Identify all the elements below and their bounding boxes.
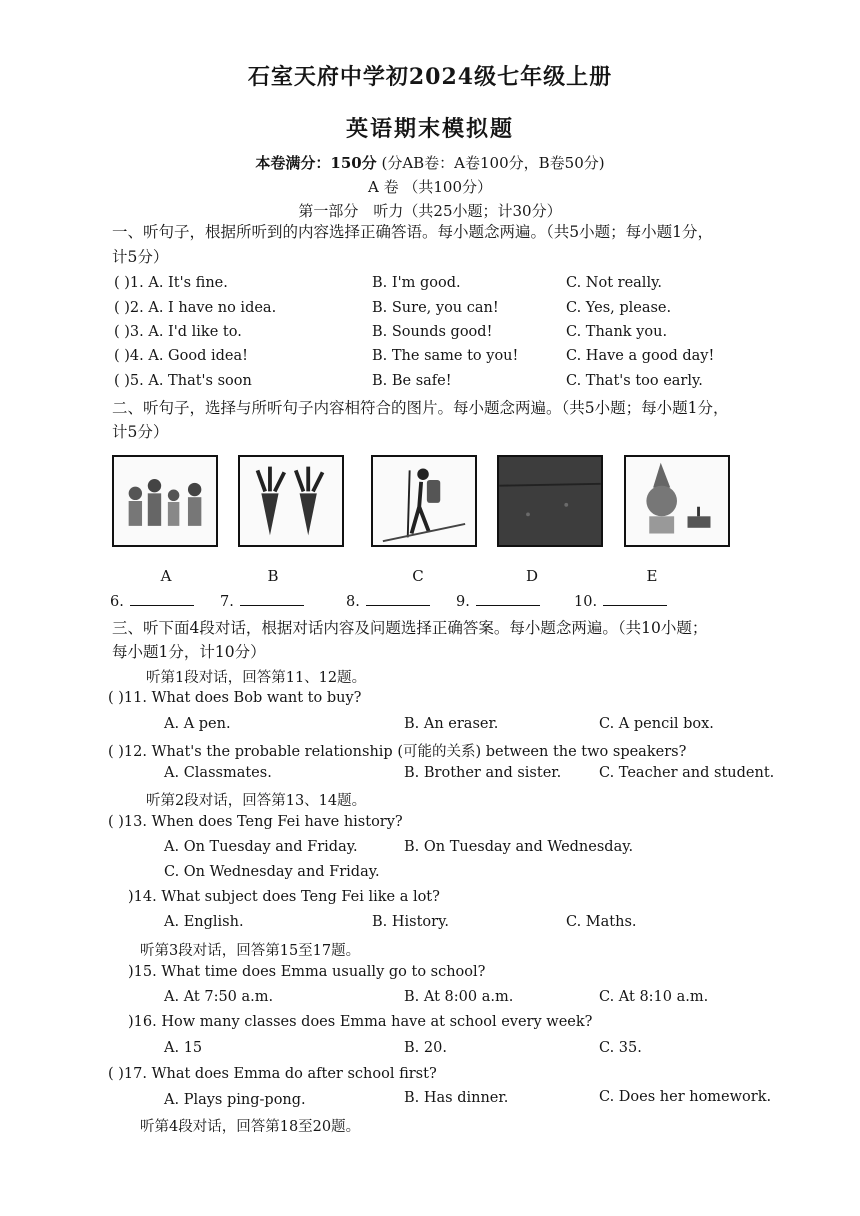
q16-text: )16. How many classes does Emma have at school every week? — [128, 1014, 593, 1030]
answer-blank-8[interactable] — [346, 593, 430, 610]
blank-number: 10. — [574, 594, 598, 610]
blank-number: 6. — [110, 594, 124, 610]
dialog1-heading: 听第1段对话，回答第11、12题。 — [146, 670, 367, 686]
q13-option-b: B. On Tuesday and Wednesday. — [404, 839, 634, 855]
picture-label-c: C — [412, 567, 424, 585]
q16-option-b: B. 20. — [404, 1040, 447, 1056]
q5-option-b: B. Be safe! — [372, 373, 452, 389]
q16-option-a: A. 15 — [164, 1040, 203, 1056]
q1-option-a: ( )1. A. It's fine. — [114, 275, 228, 291]
q15-text: )15. What time does Emma usually go to school? — [128, 964, 486, 980]
picture-label-a: A — [160, 567, 172, 585]
section3-instruction-line1: 三、听下面4段对话，根据对话内容及问题选择正确答案。每小题念两遍。（共10小题； — [112, 619, 708, 637]
section2-instruction-line1: 二、听句子，选择与所听句子内容相符合的图片。每小题念两遍。（共5小题；每小题1分， — [112, 399, 729, 417]
exam-subtitle: 英语期末模拟题 — [345, 116, 514, 142]
q2-option-c: C. Yes, please. — [566, 300, 672, 316]
dialog4-heading: 听第4段对话，回答第18至20题。 — [140, 1119, 361, 1135]
section2-instruction-line2: 计5分） — [112, 423, 169, 441]
q11-option-a: A. A pen. — [164, 716, 231, 732]
q3-option-c: C. Thank you. — [566, 324, 668, 340]
picture-c-hiker-icon — [371, 455, 477, 547]
q5-option-c: C. That's too early. — [566, 373, 703, 389]
q11-text: ( )11. What does Bob want to buy? — [108, 690, 362, 706]
q16-option-c: C. 35. — [599, 1040, 642, 1056]
q3-option-b: B. Sounds good! — [372, 324, 493, 340]
q3-option-a: ( )3. A. I'd like to. — [114, 324, 242, 340]
q1-option-b: B. I'm good. — [372, 275, 461, 291]
q4-option-a: ( )4. A. Good idea! — [114, 348, 248, 364]
q17-text: ( )17. What does Emma do after school first? — [108, 1066, 437, 1082]
q4-option-b: B. The same to you! — [372, 348, 519, 364]
q12-option-b: B. Brother and sister. — [404, 765, 562, 781]
q1-option-c: C. Not really. — [566, 275, 662, 291]
q15-option-c: C. At 8:10 a.m. — [599, 989, 709, 1005]
q14-text: )14. What subject does Teng Fei like a lot? — [128, 889, 440, 905]
picture-d-dark-scene-icon — [497, 455, 603, 547]
answer-blank-7[interactable] — [220, 593, 304, 610]
q2-option-a: ( )2. A. I have no idea. — [114, 300, 277, 316]
q13-text: ( )13. When does Teng Fei have history? — [108, 814, 403, 830]
q14-option-a: A. English. — [164, 914, 244, 930]
blank-number: 8. — [346, 594, 360, 610]
dialog3-heading: 听第3段对话，回答第15至17题。 — [140, 943, 361, 959]
blank-number: 7. — [220, 594, 234, 610]
q17-option-a: A. Plays ping-pong. — [164, 1092, 306, 1108]
picture-label-d: D — [525, 567, 539, 585]
q13-option-a: A. On Tuesday and Friday. — [164, 839, 358, 855]
q17-option-b: B. Has dinner. — [404, 1090, 509, 1106]
exam-title: 石室天府中学初2024级七年级上册 — [247, 64, 613, 90]
part-one-heading: 第一部分 听力（共25小题；计30分） — [298, 202, 562, 220]
picture-b-carrots-icon — [238, 455, 344, 547]
q14-option-c: C. Maths. — [566, 914, 637, 930]
q15-option-a: A. At 7:50 a.m. — [164, 989, 274, 1005]
q15-option-b: B. At 8:00 a.m. — [404, 989, 514, 1005]
picture-label-e: E — [646, 567, 658, 585]
score-label: 本卷满分：150分 — [255, 154, 377, 172]
section1-instruction-line2: 计5分） — [112, 248, 169, 266]
q11-option-c: C. A pencil box. — [599, 716, 714, 732]
q12-text: ( )12. What's the probable relationship (可能的关系) between the two speakers? — [108, 744, 687, 760]
picture-e-birthday-icon — [624, 455, 730, 547]
paper-a-heading: A 卷 （共100分） — [368, 178, 492, 196]
picture-a-family-icon — [112, 455, 218, 547]
q2-option-b: B. Sure, you can! — [372, 300, 499, 316]
answer-blank-9[interactable] — [456, 593, 540, 610]
answer-blank-10[interactable] — [574, 593, 667, 610]
section3-instruction-line2: 每小题1分，计10分） — [112, 643, 266, 661]
answer-blank-6[interactable] — [110, 593, 194, 610]
dialog2-heading: 听第2段对话，回答第13、14题。 — [146, 793, 367, 809]
score-detail: (分AB卷：A卷100分，B卷50分) — [381, 154, 605, 172]
q17-option-c: C. Does her homework. — [599, 1089, 772, 1105]
picture-label-b: B — [267, 567, 279, 585]
section1-instruction-line1: 一、听句子，根据所听到的内容选择正确答语。每小题念两遍。（共5小题；每小题1分， — [112, 223, 713, 241]
q14-option-b: B. History. — [372, 914, 449, 930]
q12-option-c: C. Teacher and student. — [599, 765, 775, 781]
q11-option-b: B. An eraser. — [404, 716, 499, 732]
q5-option-a: ( )5. A. That's soon — [114, 373, 252, 389]
q12-option-a: A. Classmates. — [164, 765, 272, 781]
score-info — [0, 152, 860, 173]
blank-number: 9. — [456, 594, 470, 610]
q13-option-c: C. On Wednesday and Friday. — [164, 864, 380, 880]
q4-option-c: C. Have a good day! — [566, 348, 715, 364]
